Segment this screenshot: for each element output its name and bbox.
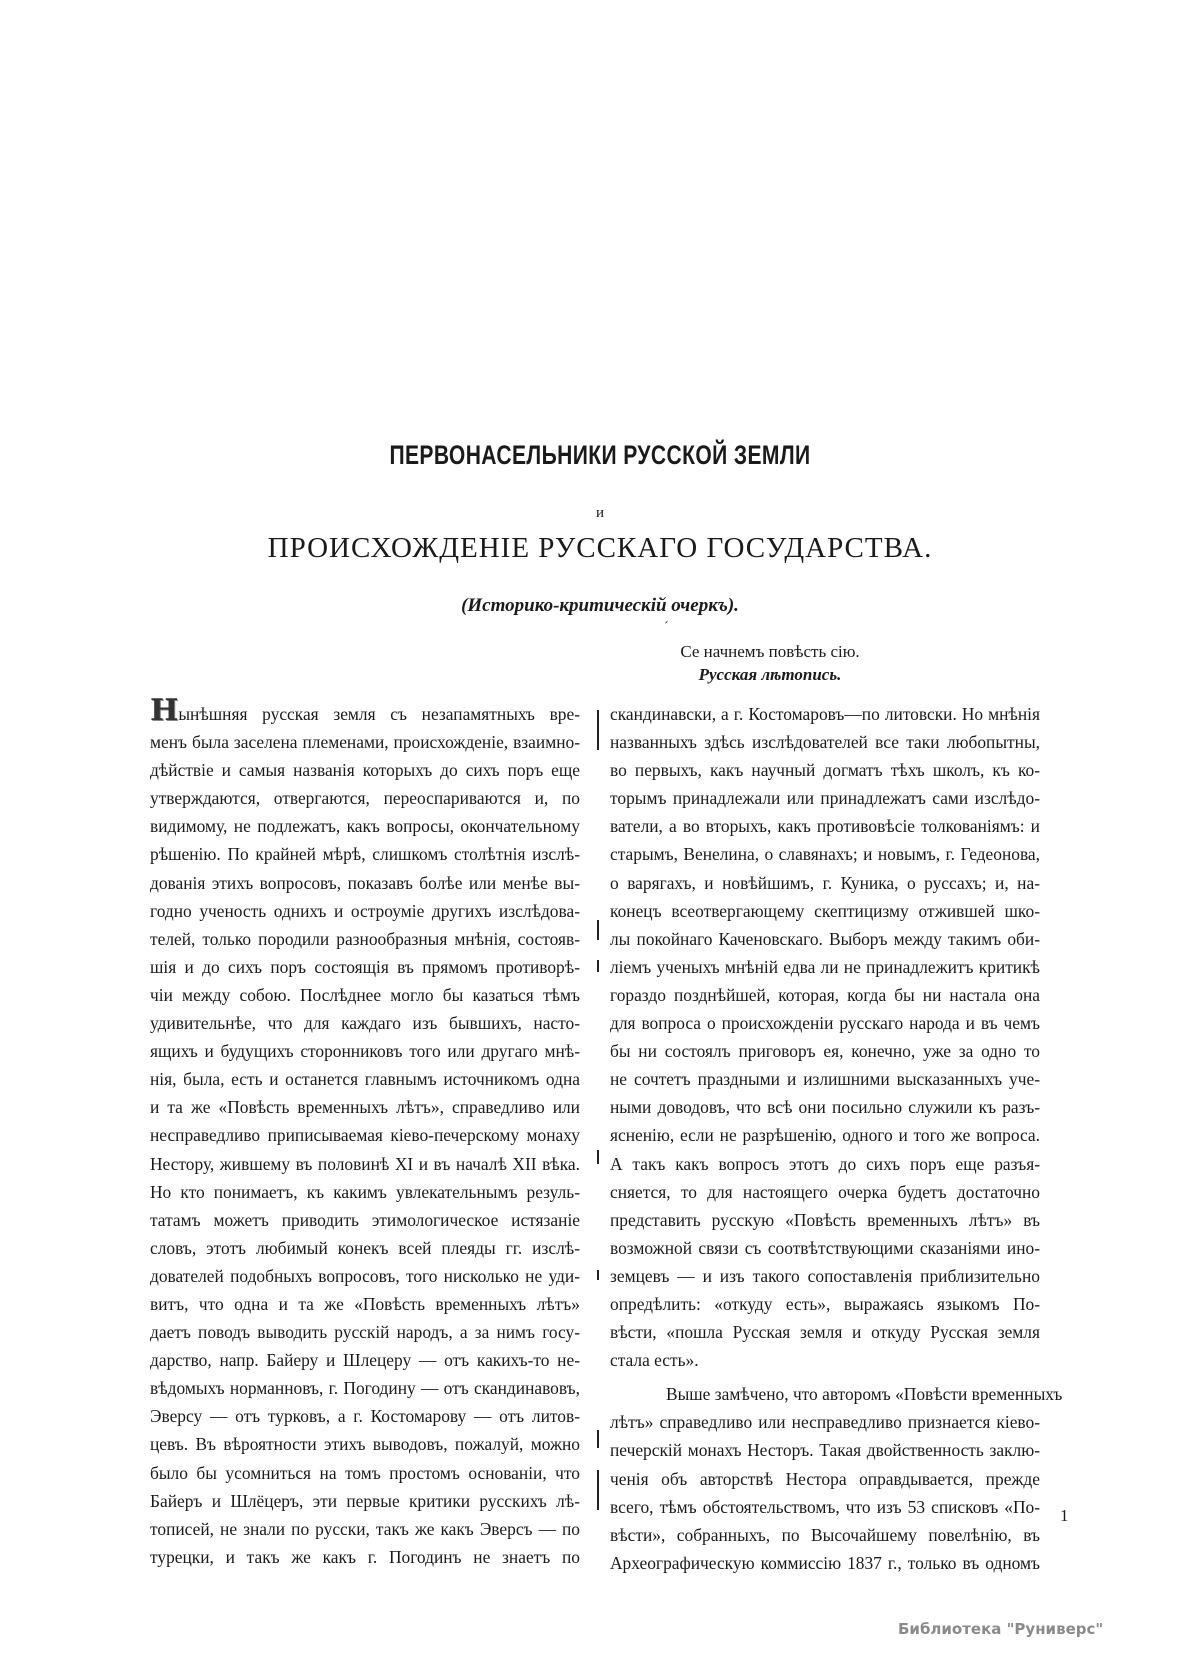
paragraph [610, 700, 1040, 1374]
text-line: Но кто понимаетъ, къ какимъ увлекательнымъ резуль- [150, 1181, 580, 1202]
text-line: лѣтъ» справедливо или несправедливо признается кіево- [610, 1412, 1040, 1433]
text-line: дарство, напр. Байеру и Шлецеру — отъ какихъ-то не- [150, 1350, 580, 1371]
text-line: вѣдомыхъ норманновъ, г. Погодину — отъ скандинавовъ, [150, 1378, 580, 1399]
text-line: ченія объ авторствѣ Нестора оправдывается, прежде [610, 1468, 1040, 1489]
text-line: татамъ можетъ приводить этимологическое истязаніе [150, 1209, 580, 1230]
text-line: Нестору, жившему въ половинѣ XI и въ началѣ XII вѣка. [150, 1153, 580, 1174]
column-divider [597, 710, 598, 1510]
text-line: вѣсти», собранныхъ, по Высочайшему повелѣнію, въ [610, 1524, 1040, 1545]
text-line: гораздо позднѣйшей, которая, когда бы ни настала она [610, 984, 1040, 1005]
page-title-second-line: ПРОИСХОЖДЕНІЕ РУССКАГО ГОСУДАРСТВА. [267, 532, 933, 564]
text-line: Археографическую коммиссію 1837 г., только въ одномъ [610, 1552, 1040, 1573]
text-line: во первыхъ, какъ научный догматъ тѣхъ школъ, къ ко- [610, 760, 1040, 781]
page-number: 1 [1060, 1506, 1069, 1525]
title-conjunction: и [595, 505, 605, 521]
text-line: тописей, не знали по русски, такъ же какъ Эверсъ — по [150, 1518, 580, 1539]
text-line: удивительнѣе, что для каждаго изъ бывшихъ, насто- [150, 1013, 580, 1034]
text-line: витъ, что одна и та же «Повѣсть временныхъ лѣтъ» [150, 1293, 580, 1314]
left-column [150, 693, 580, 1571]
text-line: ватели, а во вторыхъ, какъ противовѣсіе толкованіямъ: и [610, 816, 1040, 837]
paragraph [610, 1380, 1063, 1577]
text-line: ясненію, если не разрѣшенію, одного и того же вопроса. [610, 1125, 1040, 1146]
text-line: нія, была, есть и останется главнымъ источникомъ одна [150, 1069, 580, 1090]
epigraph [640, 640, 900, 686]
text-line: вѣсти, «пошла Русская земля и откуду Русская земля [610, 1322, 1040, 1343]
text-line: дѣйствіе и самыя названія которыхъ до сихъ поръ еще [150, 760, 580, 781]
text-line: бы ни состоялъ приговоръ ея, конечно, уже за одно то [610, 1041, 1040, 1062]
text-line: и та же «Повѣсть временныхъ лѣтъ», справедливо или [150, 1097, 580, 1118]
text-line: дователей подобныхъ вопросовъ, того нисколько не уди- [150, 1265, 580, 1286]
text-line: А такъ какъ вопросъ этотъ до сихъ поръ еще разъя- [610, 1153, 1040, 1174]
text-line: рѣшенію. По крайней мѣрѣ, слишкомъ столѣтнія изслѣ- [150, 844, 580, 865]
text-line: представить русскую «Повѣсть временныхъ лѣтъ» въ [610, 1209, 1040, 1230]
text-line: опредѣлить: «откуду есть», выражаясь языкомъ По- [610, 1293, 1040, 1314]
text-line: несправедливо приписываемая кіево-печерскому монаху [150, 1125, 580, 1146]
text-line: печерскій монахъ Несторъ. Такая двойственность заклю- [610, 1440, 1040, 1461]
epigraph-source: Русская лѣтопись. [698, 665, 842, 684]
right-column [610, 700, 1063, 1577]
page-subtitle: (Историко-критическій очеркъ). [461, 595, 739, 616]
text-line: даетъ поводъ выводить русскій народъ, а за нимъ госу- [150, 1322, 580, 1343]
text-line: сняется, то для настоящего очерка будетъ достаточно [610, 1181, 1040, 1202]
text-line: цевъ. Въ вѣроятности этихъ выводовъ, пожалуй, можно [150, 1434, 580, 1455]
text-line: ліемъ ученыхъ мнѣній едва ли не принадлежитъ критикѣ [610, 956, 1040, 977]
text-line: Выше замѣчено, что авторомъ «Повѣсти временныхъ [666, 1384, 1063, 1405]
library-watermark: Библиотека "Руниверс" [898, 1620, 1104, 1638]
text-line: о варягахъ, и новѣйшимъ, г. Куника, о руссахъ; и, на- [610, 872, 1040, 893]
text-line: телей, только породили разнообразныя мнѣнія, состояв- [150, 928, 580, 949]
text-line: не сочтетъ праздными и излишними высказанныхъ уче- [610, 1069, 1040, 1090]
text-line: видимому, не подлежатъ, какъ вопросы, окончательному [150, 816, 580, 837]
text-line: Байеръ и Шлёцеръ, эти первые критики русскихъ лѣ- [150, 1490, 580, 1511]
text-line: конецъ всеотвергающему скептицизму отжившей шко- [610, 900, 1040, 921]
text-line: чіи между собою. Послѣднее могло бы казаться тѣмъ [150, 984, 580, 1005]
text-line: было бы усомниться на томъ простомъ основаніи, что [150, 1462, 580, 1483]
text-line: дованія этихъ вопросовъ, показавъ болѣе или менѣе вы- [150, 872, 580, 893]
text-line: ящихъ и будущихъ сторонниковъ того или другаго мнѣ- [150, 1041, 580, 1062]
text-line: Нынѣшняя русская земля съ незапамятныхъ вре- [150, 693, 580, 728]
text-line: скандинавски, а г. Костомаровъ—по литовски. Но мнѣнія [610, 704, 1040, 724]
accent-mark: ˊ [664, 620, 669, 635]
text-line: ными доводовъ, что всѣ они посильно служили къ разъ- [610, 1097, 1040, 1118]
text-line: Эверсу — отъ турковъ, а г. Костомарову — отъ литов- [150, 1406, 580, 1427]
epigraph-text: Се начнемъ повѣсть сію. [680, 642, 860, 661]
text-line: менъ была заселена племенами, происхожденіе, взаимно- [150, 732, 580, 753]
text-line: возможной связи съ соотвѣтствующими сказаніями ино- [610, 1237, 1040, 1258]
text-line: старымъ, Венелина, о славянахъ; и новымъ, г. Гедеонова, [610, 844, 1040, 865]
page-title: ПЕРВОНАСЕЛЬНИКИ РУССКОЙ ЗЕМЛИ [389, 440, 811, 470]
text-line: словъ, этотъ любимый конекъ всей плеяды гг. изслѣ- [150, 1237, 580, 1258]
drop-cap: Н [150, 693, 179, 728]
text-line: для вопроса о происхожденіи русскаго народа и въ чемъ [610, 1013, 1040, 1034]
text-line: названныхъ здѣсь изслѣдователей все таки любопытны, [610, 732, 1040, 753]
text-line: годно ученость однихъ и остроуміе другихъ изслѣдова- [150, 900, 580, 921]
text-line: утверждаются, отвергаются, переоспариваются и, по [150, 788, 580, 809]
text-line: стала есть». [610, 1350, 699, 1371]
text-line: турецки, и такъ же какъ г. Погодинъ не знаетъ по [150, 1546, 580, 1567]
text-line: земцевъ — и изъ такого сопоставленія приблизительно [610, 1265, 1040, 1286]
paragraph [150, 693, 580, 1571]
text-line: лы покойнаго Каченовскаго. Выборъ между такимъ оби- [610, 928, 1040, 949]
text-line: всего, тѣмъ обстоятельствомъ, что изъ 53 списковъ «По- [610, 1496, 1040, 1517]
text-line: торымъ принадлежали или принадлежатъ сами изслѣдо- [610, 788, 1040, 809]
text-line: шія и до сихъ поръ состоящія въ прямомъ противорѣ- [150, 956, 580, 977]
